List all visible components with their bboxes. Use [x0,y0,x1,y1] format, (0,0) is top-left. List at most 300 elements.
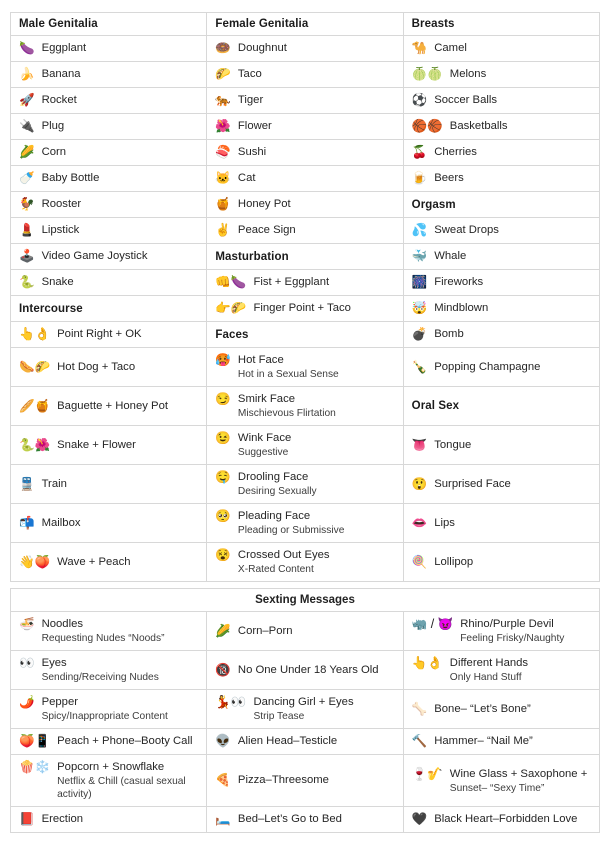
emoji-entry-body [434,249,466,264]
emoji-glyph-icon: 🚀 [19,93,35,107]
emoji-glyph-icon: 👆👌 [411,656,443,670]
table-row [11,348,600,387]
emoji-entry-description: Hot in a Sexual Sense [237,369,339,380]
emoji-glyph-icon: ⚽ [411,93,428,107]
emoji-entry-cell [207,755,403,807]
emoji-glyph-icon: 🌭🌮 [19,359,51,374]
category-header-label: Female Genitalia [215,18,309,30]
table-row [11,192,600,218]
emoji-glyph-icon: 🤤 [215,470,231,484]
emoji-entry-description: Suggestive [237,447,289,458]
emoji-entry-label: Bed–Let’s Go to Bed [237,813,342,825]
emoji-entry-cell [207,62,403,88]
emoji-glyph-icon: 🍿❄️ [19,760,51,774]
emoji-entry-cell [11,543,207,582]
emoji-entry [19,249,198,264]
emoji-entry-cell [403,62,599,88]
emoji-entry-label: Corn [41,146,67,158]
emoji-entry [412,171,591,186]
emoji-entry-label: Melons [449,68,487,80]
emoji-entry [412,438,591,453]
emoji-entry-body [42,656,159,684]
emoji-entry-cell [403,244,599,270]
emoji-entry-body [434,360,540,375]
emoji-entry-body [42,516,81,531]
emoji-entry-label: Rocket [41,94,77,106]
emoji-entry-cell [403,166,599,192]
emoji-entry-label: Different Hands [449,657,529,669]
emoji-entry [215,301,394,316]
emoji-entry-body [253,301,350,316]
emoji-entry-cell [403,114,599,140]
category-header-cell [207,13,403,36]
emoji-entry-body [434,734,533,749]
emoji-entry-label: Video Game Joystick [41,250,148,262]
emoji-entry-label: Whale [434,250,467,262]
emoji-entry-body [238,93,263,108]
emoji-entry [19,197,198,212]
emoji-entry-label: Eyes [41,657,67,669]
category-header-cell [207,322,403,348]
emoji-entry [215,353,394,381]
sexting-messages-table [10,588,600,833]
emoji-glyph-icon: 🍭 [411,554,428,569]
emoji-entry-label: Sushi [237,146,267,158]
emoji-entry-cell [207,88,403,114]
emoji-entry-label: Tongue [434,438,472,451]
emoji-meanings-body [11,13,600,582]
table-row [11,426,600,465]
emoji-glyph-icon: 👄 [411,515,428,530]
emoji-entry-body [434,41,467,56]
section-title-row [11,589,600,612]
emoji-entry-label: Camel [434,42,467,54]
table-row [11,504,600,543]
emoji-entry [215,93,394,108]
emoji-entry-body [238,41,287,56]
emoji-entry-body [238,663,379,678]
emoji-entry-label: Soccer Balls [434,94,498,106]
emoji-entry-label: Doughnut [237,42,287,54]
emoji-entry-body [238,548,330,576]
emoji-entry-body [434,812,577,827]
emoji-entry [412,617,591,645]
table-row [11,244,600,270]
emoji-entry-body [238,119,272,134]
emoji-entry-cell [403,36,599,62]
emoji-entry-body [42,812,83,827]
emoji-entry-body [57,399,168,414]
emoji-entry-label: Pizza–Threesome [237,774,329,786]
emoji-glyph-icon: 🍈🍈 [411,67,443,81]
emoji-glyph-icon: 🦏 / 😈 [411,617,454,631]
emoji-entry-label: Peach + Phone–Booty Call [57,735,193,747]
emoji-glyph-icon: 🍩 [215,41,231,55]
emoji-entry-label: Finger Point + Taco [253,302,351,314]
emoji-entry-label: Eggplant [41,42,87,54]
emoji-entry-body [238,734,337,749]
emoji-glyph-icon: 🍯 [215,197,231,211]
emoji-entry-body [434,301,488,316]
table-row [11,807,600,833]
emoji-entry-body [238,509,344,537]
emoji-glyph-icon: 🌽 [19,145,35,159]
emoji-entry-description: Strip Tease [253,711,305,722]
emoji-entry [412,301,591,316]
emoji-entry-cell [11,387,207,426]
category-header-cell [403,13,599,36]
emoji-entry [19,656,198,684]
emoji-entry-cell [207,651,403,690]
emoji-entry-body [42,249,148,264]
category-header-label: Male Genitalia [19,18,98,30]
emoji-entry [19,275,198,290]
emoji-entry-body [57,555,130,570]
emoji-entry-cell [11,729,207,755]
table-row [11,296,600,322]
emoji-entry-cell [11,690,207,729]
emoji-entry-label: Hammer– “Nail Me” [434,735,533,747]
emoji-glyph-icon: 🐪 [411,41,428,55]
emoji-entry-cell [403,755,599,807]
emoji-entry-body [238,171,256,186]
emoji-entry [19,812,198,827]
emoji-entry [19,516,198,531]
emoji-glyph-icon: 🍺 [411,171,428,185]
emoji-entry-description: Mischievous Flirtation [237,408,336,419]
emoji-glyph-icon: 🌺 [215,119,231,133]
emoji-entry-label: Banana [41,68,81,80]
emoji-entry-cell [403,348,599,387]
emoji-glyph-icon: 🌮 [215,67,231,81]
emoji-entry-body [434,275,483,290]
emoji-entry [412,67,591,82]
sexting-messages-body [11,589,600,833]
emoji-glyph-icon: 🦴 [411,701,428,716]
emoji-entry-label: Bone– “Let’s Bone” [434,702,531,715]
emoji-glyph-icon: 🐓 [19,197,35,211]
section-title: Sexting Messages [11,589,600,612]
emoji-entry-body [238,431,291,459]
emoji-glyph-icon: 🍜 [19,617,35,631]
emoji-entry-label: Black Heart–Forbidden Love [434,813,578,825]
table-row [11,140,600,166]
emoji-entry-label: Surprised Face [434,477,511,490]
emoji-entry-label: Plug [41,120,65,132]
emoji-entry-label: Sweat Drops [434,224,499,236]
emoji-entry-body [434,327,464,342]
emoji-entry [19,438,198,453]
emoji-entry-body [42,41,87,56]
table-row [11,62,600,88]
emoji-entry [19,760,198,801]
emoji-entry-label: Snake + Flower [57,438,136,451]
table-row [11,543,600,582]
emoji-glyph-icon: 🏀🏀 [411,119,443,133]
emoji-entry [19,695,198,723]
emoji-entry-cell [11,114,207,140]
emoji-glyph-icon: 🔌 [19,119,35,133]
emoji-entry [19,734,198,749]
emoji-entry [19,477,198,492]
emoji-entry-label: Alien Head–Testicle [237,735,338,747]
emoji-entry-cell [403,426,599,465]
table-row [11,729,600,755]
emoji-entry-body [238,624,293,639]
emoji-entry-label: Pleading Face [237,510,311,522]
emoji-glyph-icon: 🖤 [411,812,428,826]
emoji-entry [412,223,591,238]
emoji-glyph-icon: 🌽 [215,623,231,638]
emoji-entry-label: Point Right + OK [57,328,142,340]
emoji-entry-cell [207,612,403,651]
emoji-entry [412,119,591,134]
emoji-entry-body [238,392,336,420]
emoji-entry [215,171,394,186]
emoji-entry-cell [207,192,403,218]
emoji-entry-label: Tiger [237,94,264,106]
emoji-glyph-icon: 💦 [411,223,428,237]
emoji-entry-cell [403,504,599,543]
emoji-entry-body [42,171,100,186]
emoji-glyph-icon: 🐳 [411,249,428,263]
emoji-entry-description: Pleading or Submissive [237,525,345,536]
emoji-entry-body [57,438,136,453]
emoji-entry-body [42,93,77,108]
emoji-entry-label: Basketballs [449,120,508,132]
emoji-entry-body [253,275,329,290]
emoji-glyph-icon: 🐅 [215,93,231,107]
emoji-entry [412,275,591,290]
emoji-entry-body [434,516,455,531]
emoji-entry-cell [207,348,403,387]
emoji-glyph-icon: 😲 [411,476,428,491]
emoji-entry-description: Requesting Nudes “Noods” [41,633,165,644]
emoji-meanings-table [10,12,600,582]
emoji-entry-body [238,197,291,212]
emoji-entry-label: Peace Sign [237,224,296,236]
emoji-entry-label: Rhino/Purple Devil [460,618,554,630]
emoji-glyph-icon: 🐱 [215,171,231,185]
emoji-entry-cell [207,543,403,582]
emoji-entry-cell [11,140,207,166]
emoji-entry-body [42,223,80,238]
emoji-glyph-icon: 🍆 [19,41,35,55]
emoji-entry-body [434,438,471,453]
emoji-entry-cell [403,322,599,348]
emoji-entry-cell [403,612,599,651]
emoji-entry-cell [11,62,207,88]
emoji-entry-label: Wink Face [237,432,292,444]
emoji-entry-label: Popping Champagne [434,360,541,373]
table-row [11,114,600,140]
emoji-entry-cell [207,426,403,465]
emoji-entry-label: Mindblown [434,302,489,314]
emoji-entry-label: Erection [41,813,84,825]
emoji-entry-body [460,617,564,645]
emoji-entry-label: Flower [237,120,272,132]
emoji-entry-description: Feeling Frisky/Naughty [460,633,565,644]
emoji-glyph-icon: 😉 [215,431,231,445]
emoji-entry-cell [11,192,207,218]
emoji-entry-cell [403,543,599,582]
emoji-glyph-icon: 🕹️ [19,249,35,263]
emoji-entry-label: Train [41,477,67,490]
emoji-entry [412,812,591,827]
emoji-entry-cell [403,651,599,690]
emoji-entry-label: Crossed Out Eyes [237,549,330,561]
emoji-entry [412,555,591,570]
emoji-entry-body [434,223,499,238]
emoji-entry [19,145,198,160]
emoji-entry-cell [207,166,403,192]
emoji-entry-cell [403,218,599,244]
emoji-entry [215,431,394,459]
emoji-entry-description: Only Hand Stuff [449,672,522,683]
emoji-entry [19,93,198,108]
emoji-entry-cell [11,755,207,807]
emoji-entry [19,41,198,56]
emoji-glyph-icon: 📕 [19,812,35,826]
emoji-entry-label: Beers [434,172,464,184]
emoji-glyph-icon: 💃👀 [215,695,247,709]
emoji-entry-description: X-Rated Content [237,564,314,575]
emoji-entry [215,197,394,212]
emoji-glyph-icon: 🔞 [215,662,231,677]
emoji-glyph-icon: 🤯 [411,301,428,315]
emoji-entry-cell [207,140,403,166]
emoji-glyph-icon: 🚆 [19,476,35,491]
emoji-entry-label: Corn–Porn [237,624,293,637]
emoji-glyph-icon: 👽 [215,734,231,748]
emoji-entry-cell [207,270,403,296]
table-row [11,88,600,114]
emoji-entry-body [57,327,141,342]
emoji-glyph-icon: 👊🍆 [215,275,247,289]
table-row [11,465,600,504]
emoji-entry-body [434,145,477,160]
emoji-entry [412,656,591,684]
emoji-entry [215,509,394,537]
emoji-entry-body [434,555,473,570]
category-header-cell [11,296,207,322]
emoji-entry-label: Lollipop [434,555,474,568]
table-row [11,690,600,729]
emoji-entry-body [238,353,339,381]
emoji-entry [215,41,394,56]
emoji-entry-cell [11,322,207,348]
category-header-cell [11,13,207,36]
emoji-entry-cell [11,218,207,244]
emoji-entry [19,327,198,342]
emoji-entry [412,767,591,795]
emoji-entry-cell [11,36,207,62]
emoji-entry-body [42,145,67,160]
emoji-entry-label: Fireworks [434,276,484,288]
emoji-entry [215,67,394,82]
emoji-glyph-icon: ✌️ [215,223,231,237]
emoji-entry-cell [403,690,599,729]
table-row [11,218,600,244]
emoji-entry-body [42,695,168,723]
emoji-entry [215,548,394,576]
emoji-entry-label: Cherries [434,146,477,158]
emoji-entry-body [238,812,342,827]
emoji-entry-label: Baguette + Honey Pot [57,399,168,412]
table-row [11,387,600,426]
emoji-glyph-icon: 🐍 [19,275,35,289]
emoji-entry-body [434,477,511,492]
emoji-entry-body [42,275,74,290]
emoji-entry [215,734,394,749]
emoji-glyph-icon: 💄 [19,223,35,237]
emoji-glyph-icon: 😏 [215,392,231,406]
emoji-entry-label: Bomb [434,328,464,340]
emoji-entry [412,702,591,717]
emoji-entry-body [57,734,192,749]
category-header-label: Breasts [411,18,455,30]
emoji-entry [412,734,591,749]
emoji-entry-label: Smirk Face [237,393,296,405]
emoji-entry [19,223,198,238]
emoji-entry-label: Taco [237,68,262,80]
emoji-entry [215,119,394,134]
emoji-entry-cell [403,465,599,504]
emoji-glyph-icon: 🍒 [411,145,428,159]
emoji-entry-cell [11,504,207,543]
emoji-glyph-icon: 👋🍑 [19,554,51,569]
emoji-entry-body [238,67,262,82]
emoji-entry-body [434,171,464,186]
emoji-entry-body [42,617,165,645]
emoji-entry-body [450,656,528,684]
emoji-glyph-icon: 🍣 [215,145,231,159]
emoji-entry [19,67,198,82]
emoji-entry [215,470,394,498]
emoji-entry-label: Noodles [41,618,84,630]
emoji-glyph-icon: 😵 [215,548,231,562]
emoji-entry-body [238,223,296,238]
category-header-label: Oral Sex [411,400,460,412]
emoji-glyph-icon: 👅 [411,437,428,452]
emoji-glyph-icon: 🔨 [411,734,428,748]
emoji-entry-cell [403,270,599,296]
emoji-entry-cell [207,807,403,833]
emoji-entry-cell [403,296,599,322]
emoji-entry-cell [11,348,207,387]
emoji-entry [19,119,198,134]
emoji-glyph-icon: 🥵 [215,353,231,367]
emoji-glyph-icon: 🍾 [411,359,428,374]
emoji-entry-cell [403,88,599,114]
emoji-entry [215,392,394,420]
emoji-entry [215,145,394,160]
emoji-entry [412,477,591,492]
category-header-label: Masturbation [215,250,289,263]
emoji-entry-cell [11,88,207,114]
emoji-entry-body [42,119,65,134]
emoji-entry-body [42,477,67,492]
emoji-entry-label: Baby Bottle [41,172,100,184]
emoji-glyph-icon: 🥖🍯 [19,398,51,413]
emoji-entry-label: Popcorn + Snowflake [57,761,165,773]
table-row [11,270,600,296]
emoji-entry-body [42,197,82,212]
emoji-entry [412,360,591,375]
emoji-entry [215,812,394,827]
emoji-glyph-icon: 📬 [19,515,35,530]
table-row [11,36,600,62]
